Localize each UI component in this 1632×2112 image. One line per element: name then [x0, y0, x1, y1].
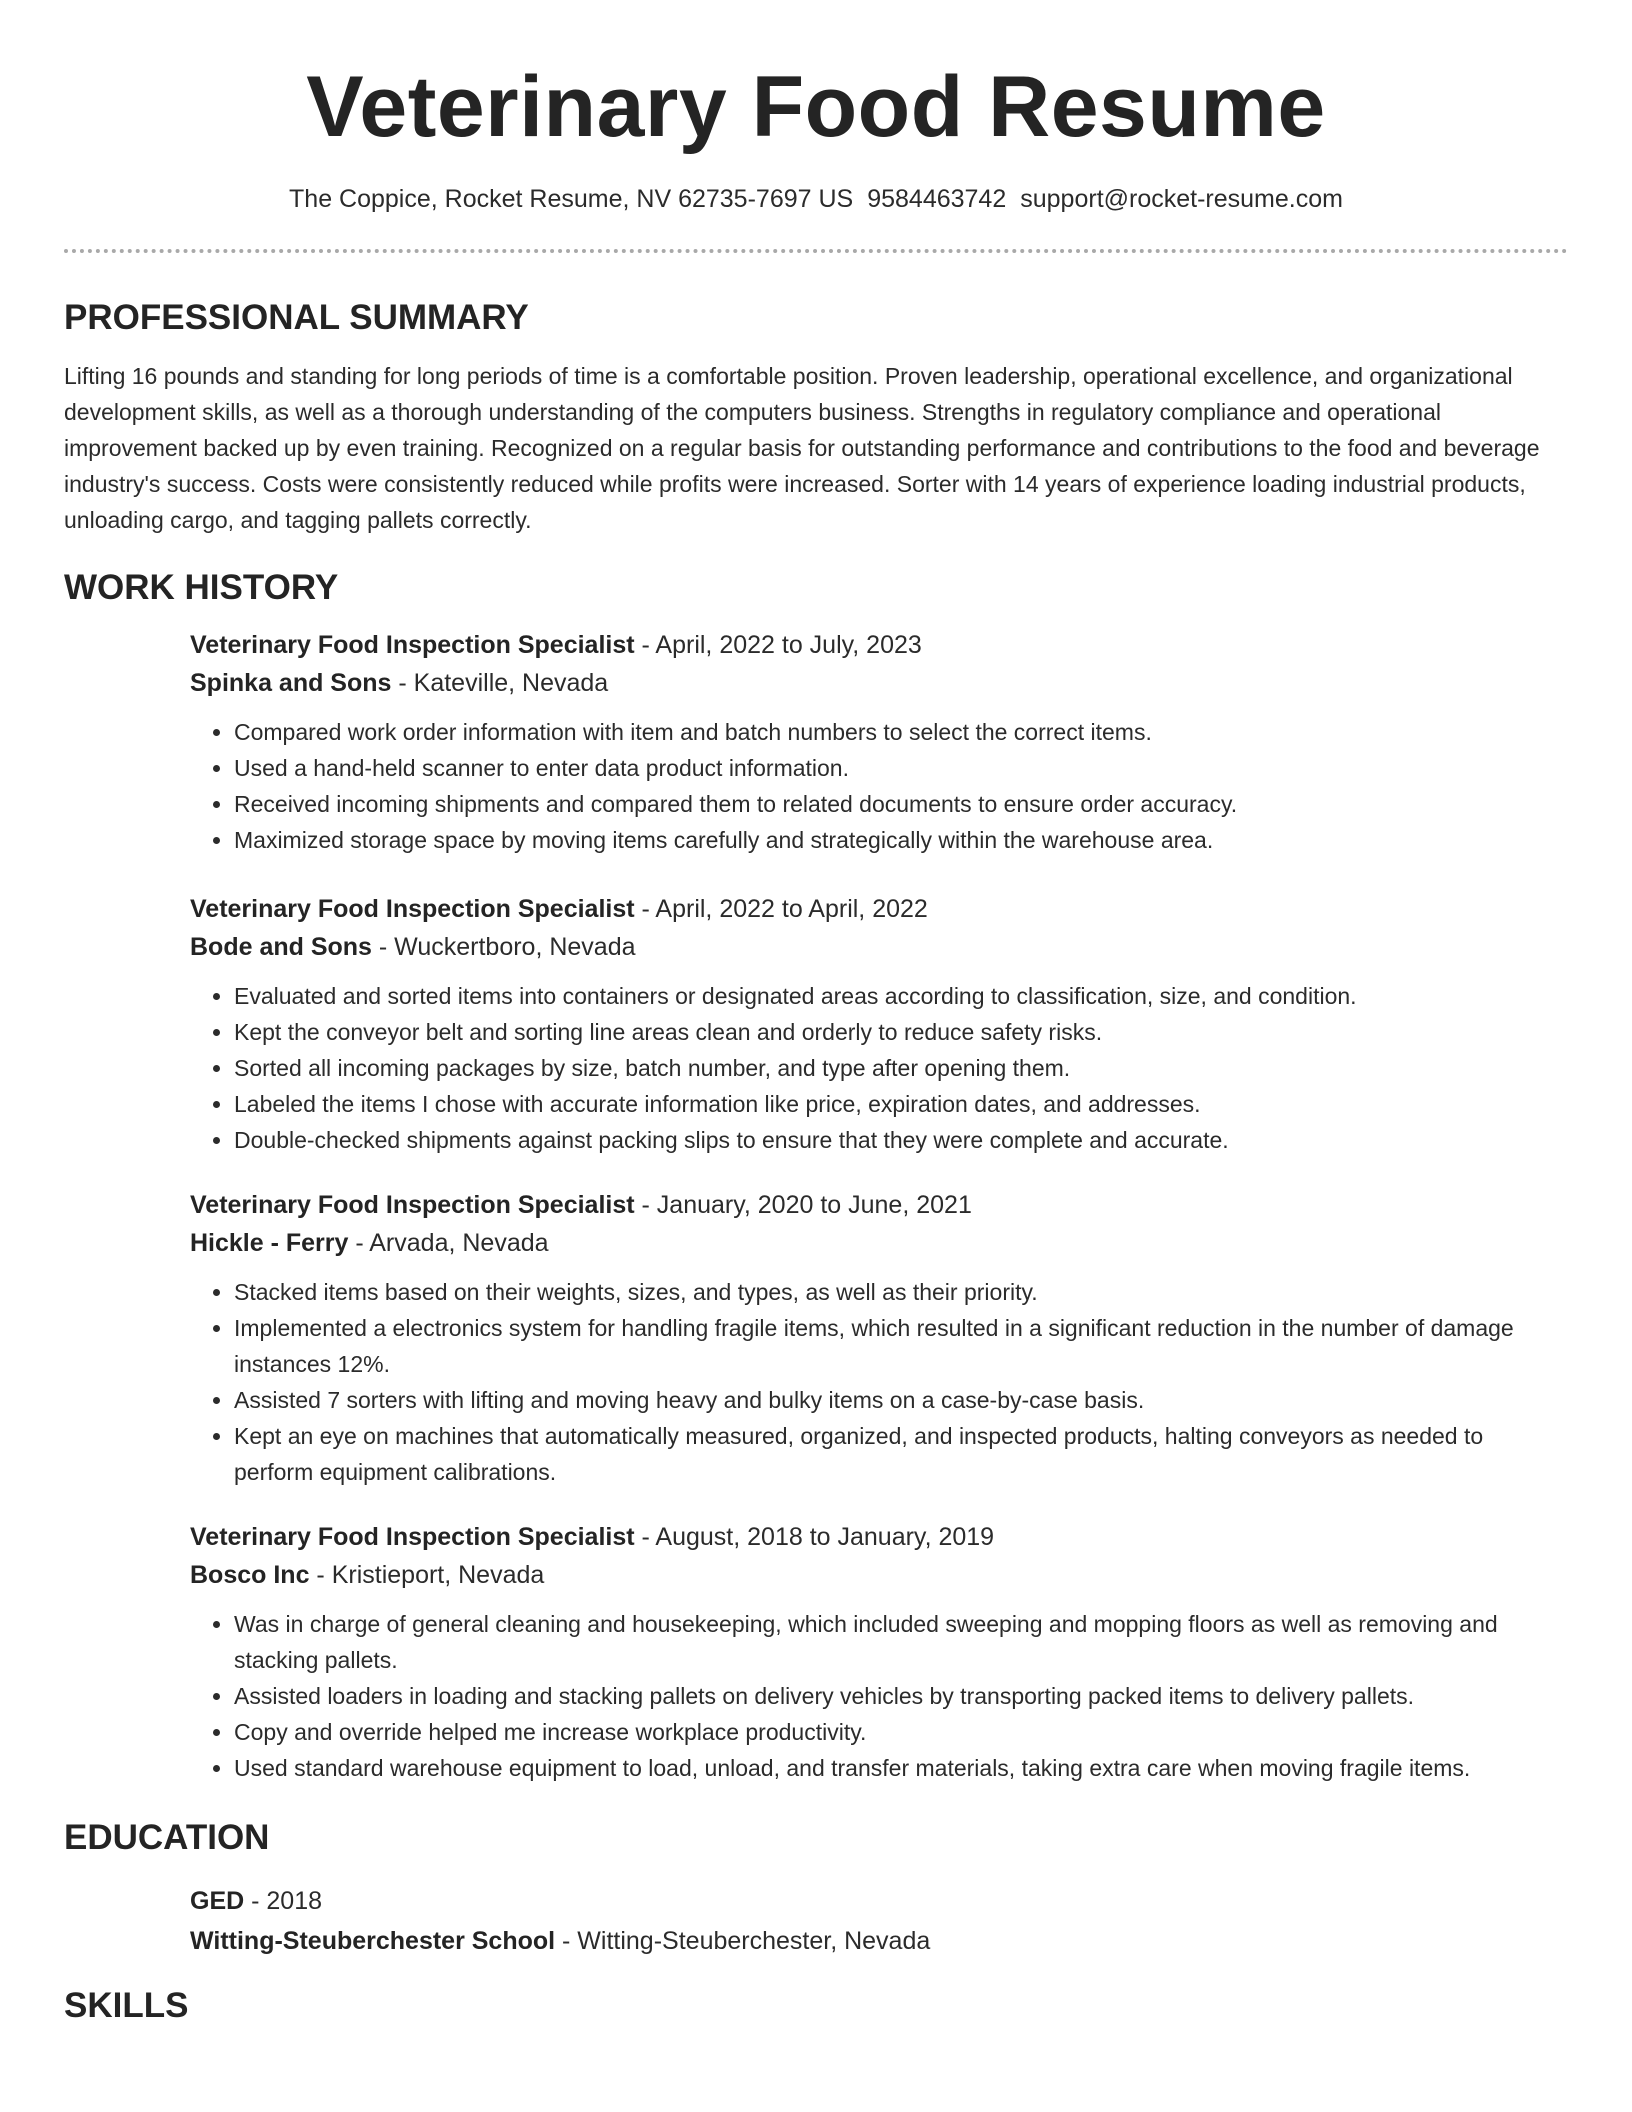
job-duty: • Received incoming shipments and compared them to related documents to ensure order accuracy.: [234, 786, 1568, 822]
job-title-line: [190, 1188, 1568, 1222]
job-title-line: [190, 628, 1568, 662]
education-location: - Witting-Steuberchester, Nevada: [555, 1927, 931, 1955]
job-company: Bode and Sons: [190, 933, 372, 961]
resume-title: Veterinary Food Resume: [306, 59, 1326, 155]
job-duty: • Was in charge of general cleaning and housekeeping, which included sweeping and mopping floors as well as removing and stacking pallets.: [234, 1606, 1568, 1678]
job-dates: - April, 2022 to April, 2022: [634, 895, 928, 923]
resume-page: [64, 0, 1568, 2112]
job-duties: [190, 1274, 1568, 1490]
contact-line: [64, 182, 1568, 216]
job-title: Veterinary Food Inspection Specialist: [190, 631, 635, 659]
job-duty: • Stacked items based on their weights, sizes, and types, as well as their priority.: [234, 1274, 1568, 1310]
job-duties: [190, 1606, 1568, 1786]
work-history-list: [190, 628, 1568, 1786]
job-company-line: [190, 1558, 1568, 1592]
education-year: - 2018: [244, 1887, 323, 1915]
job-duty: • Double-checked shipments against packing slips to ensure that they were complete and accurate.: [234, 1122, 1568, 1158]
job-dates: - August, 2018 to January, 2019: [634, 1523, 995, 1551]
job-duty: • Assisted 7 sorters with lifting and moving heavy and bulky items on a case-by-case basis.: [234, 1382, 1568, 1418]
job-dates: - January, 2020 to June, 2021: [634, 1191, 972, 1219]
education-degree: GED: [190, 1887, 245, 1915]
job-company-line: [190, 1226, 1568, 1260]
summary-text: Lifting 16 pounds and standing for long periods of time is a comfortable position. Proven leadership, operational excellence, and organizational development skills, as well as a thorough understanding of the computers business. Strengths in regulatory compliance and operational improvement backed up by even training. Recognized on a regular basis for outstanding performance and contributions to the food and beverage industry's success. Costs were consistently reduced while profits were increased. Sorter with 14 years of experience loading industrial products, unloading cargo, and tagging pallets correctly.: [64, 363, 1540, 533]
job-title: Veterinary Food Inspection Specialist: [190, 895, 635, 923]
education-school-line: [190, 1924, 1568, 1958]
education-entry: [190, 1884, 1568, 1958]
job-duty: • Copy and override helped me increase workplace productivity.: [234, 1714, 1568, 1750]
job-duty: • Maximized storage space by moving items carefully and strategically within the warehouse area.: [234, 822, 1568, 858]
job-duty: • Used standard warehouse equipment to load, unload, and transfer materials, taking extra care when moving fragile items.: [234, 1750, 1568, 1786]
job-duty: • Implemented a electronics system for handling fragile items, which resulted in a significant reduction in the number of damage instances 12%.: [234, 1310, 1568, 1382]
job-title-line: [190, 1520, 1568, 1554]
job-duty: • Labeled the items I chose with accurate information like price, expiration dates, and addresses.: [234, 1086, 1568, 1122]
job-location: - Wuckertboro, Nevada: [371, 933, 636, 961]
job-duty: • Assisted loaders in loading and stacking pallets on delivery vehicles by transporting packed items to delivery pallets.: [234, 1678, 1568, 1714]
job-entry: [190, 1188, 1568, 1490]
contact-phone: 9584463742: [867, 185, 1007, 213]
job-title: Veterinary Food Inspection Specialist: [190, 1191, 635, 1219]
job-company-line: [190, 930, 1568, 964]
job-entry: [190, 1520, 1568, 1786]
summary-heading: PROFESSIONAL SUMMARY: [64, 298, 529, 337]
contact-email: support@rocket-resume.com: [1020, 185, 1343, 213]
skills-heading: SKILLS: [64, 1986, 189, 2025]
contact-address: The Coppice, Rocket Resume, NV 62735-7697 US: [289, 185, 854, 213]
job-company: Hickle - Ferry: [190, 1229, 349, 1257]
education-school: Witting-Steuberchester School: [190, 1927, 556, 1955]
job-duty: • Evaluated and sorted items into containers or designated areas according to classification, size, and condition.: [234, 978, 1568, 1014]
job-duties: [190, 714, 1568, 858]
job-company-line: [190, 666, 1568, 700]
job-location: - Kristieport, Nevada: [309, 1561, 545, 1589]
job-duty: • Used a hand-held scanner to enter data product information.: [234, 750, 1568, 786]
job-duty: • Sorted all incoming packages by size, batch number, and type after opening them.: [234, 1050, 1568, 1086]
job-company: Bosco Inc: [190, 1561, 310, 1589]
education-degree-line: [190, 1884, 1568, 1918]
job-location: - Kateville, Nevada: [391, 669, 609, 697]
job-duties: [190, 978, 1568, 1158]
job-duty: • Kept the conveyor belt and sorting line areas clean and orderly to reduce safety risks.: [234, 1014, 1568, 1050]
job-title: Veterinary Food Inspection Specialist: [190, 1523, 635, 1551]
job-entry: [190, 892, 1568, 1158]
work-history-heading: WORK HISTORY: [64, 568, 339, 607]
education-heading: EDUCATION: [64, 1818, 270, 1857]
job-dates: - April, 2022 to July, 2023: [634, 631, 922, 659]
header-divider: [64, 249, 1568, 253]
job-entry: [190, 628, 1568, 858]
job-duty: • Kept an eye on machines that automatically measured, organized, and inspected products, halting conveyors as needed to perform equipment calibrations.: [234, 1418, 1568, 1490]
job-duty: • Compared work order information with item and batch numbers to select the correct items.: [234, 714, 1568, 750]
job-location: - Arvada, Nevada: [348, 1229, 549, 1257]
job-title-line: [190, 892, 1568, 926]
job-company: Spinka and Sons: [190, 669, 392, 697]
